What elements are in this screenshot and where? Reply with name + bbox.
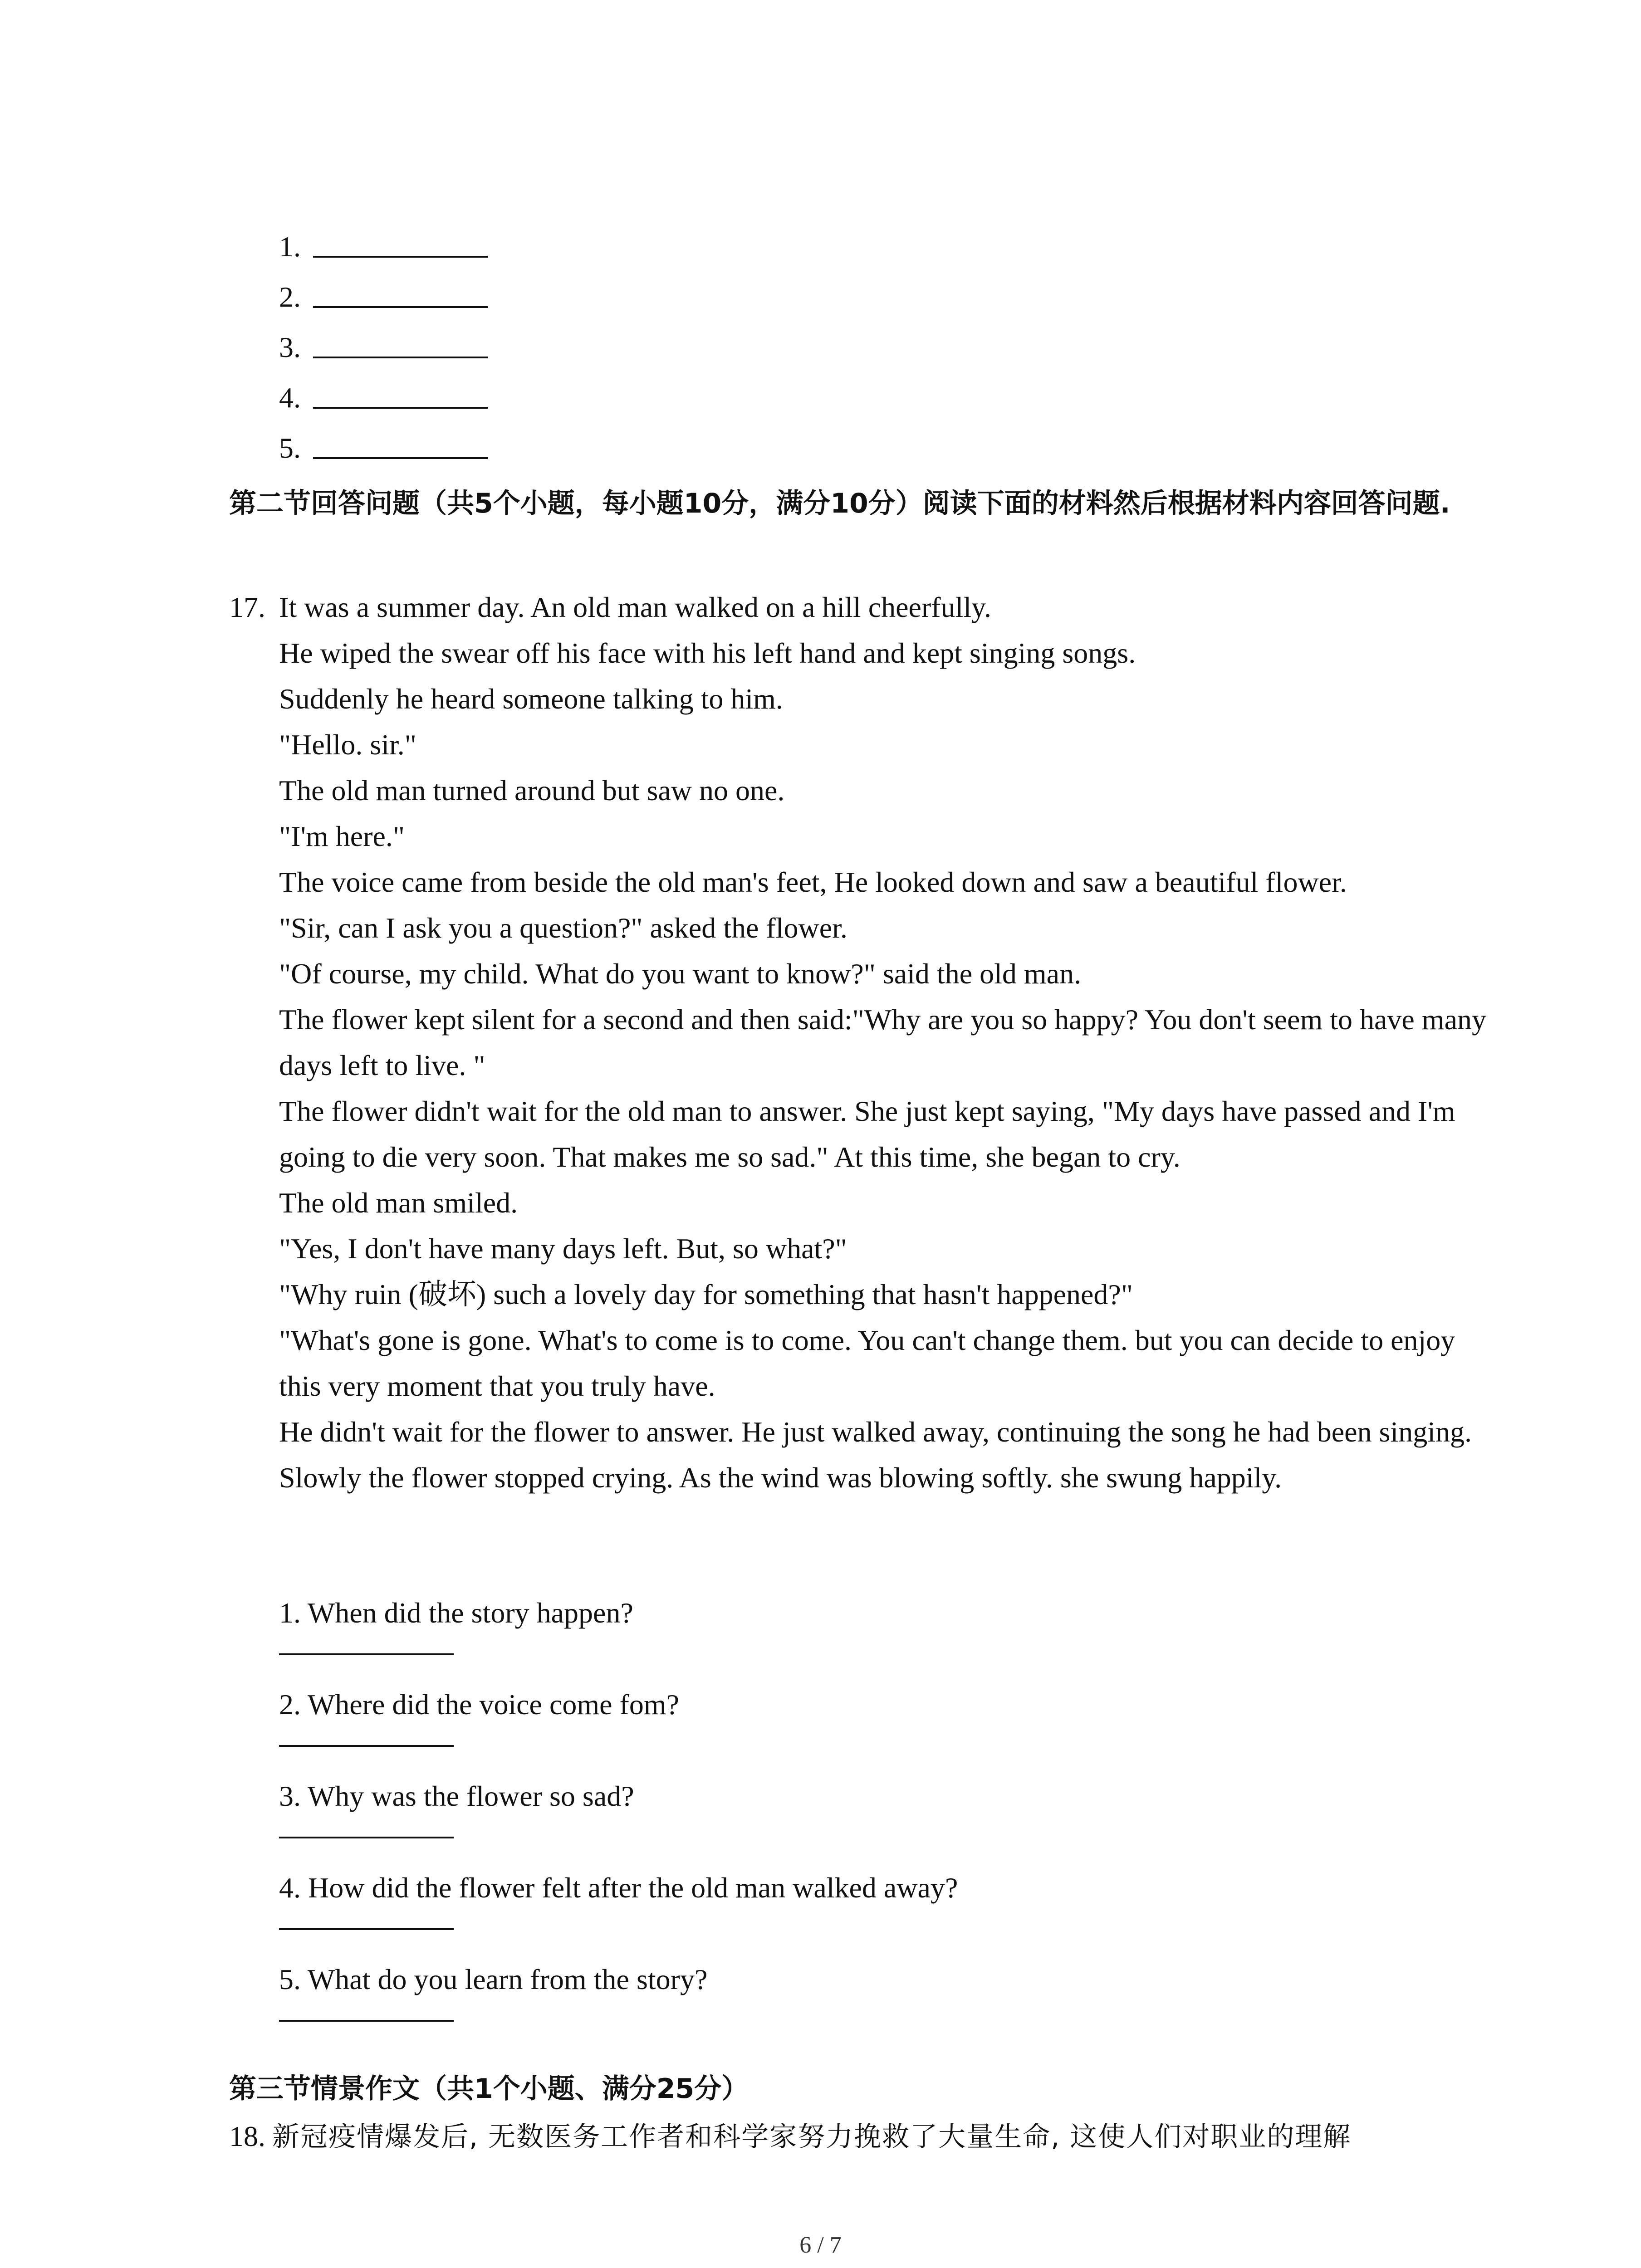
- answer-line[interactable]: [279, 1745, 454, 1747]
- passage-line: "What's gone is gone. What's to come is to come. You can't change them. but you can decide to enjoy this very moment that you truly have.: [279, 1324, 1455, 1402]
- question-item: [279, 1865, 1413, 1956]
- question-number: 18.: [229, 2120, 265, 2152]
- answer-blank: 5.: [279, 423, 488, 473]
- question-item: [279, 1681, 1413, 1773]
- blank-line[interactable]: [313, 387, 488, 409]
- reading-passage: [279, 584, 1495, 1501]
- passage-line: "Hello. sir.": [279, 728, 416, 761]
- question-item: [279, 1956, 1413, 2048]
- answer-blank: 4.: [279, 372, 488, 423]
- question-number: 17.: [229, 591, 265, 623]
- question-item: [279, 1773, 1413, 1865]
- answer-blank: 3.: [279, 322, 488, 372]
- passage-line: The voice came from beside the old man's feet, He looked down and saw a beautiful flower.: [279, 866, 1347, 898]
- passage-line: The old man smiled.: [279, 1187, 518, 1219]
- answer-blank: 1.: [279, 221, 488, 272]
- passage-line: "I'm here.": [279, 820, 405, 852]
- section2-heading: 第二节回答问题（共5个小题，每小题10分，满分10分）阅读下面的材料然后根据材料内容回答问题.: [229, 488, 1450, 519]
- page-number: 6 / 7: [799, 2232, 842, 2258]
- passage-line: He wiped the swear off his face with his left hand and kept singing songs.: [279, 637, 1136, 669]
- answer-line[interactable]: [279, 1928, 454, 1930]
- blank-line[interactable]: [313, 236, 488, 258]
- blank-line[interactable]: [313, 437, 488, 459]
- passage-line: "Sir, can I ask you a question?" asked the flower.: [279, 912, 847, 944]
- question-text: 5. What do you learn from the story?: [279, 1963, 708, 1995]
- passage-line: "Of course, my child. What do you want to know?" said the old man.: [279, 958, 1082, 990]
- question-text: 2. Where did the voice come fom?: [279, 1688, 680, 1721]
- passage-line: "Why ruin (破坏) such a lovely day for something that hasn't happened?": [279, 1278, 1133, 1310]
- question-18: [229, 2116, 1454, 2157]
- answer-blank-list: [279, 221, 488, 473]
- question-item: [279, 1590, 1413, 1681]
- passage-line: He didn't wait for the flower to answer. He just walked away, continuing the song he had been singing.: [279, 1416, 1472, 1448]
- answer-line[interactable]: [279, 1653, 454, 1655]
- question-text: 新冠疫情爆发后, 无数医务工作者和科学家努力挽救了大量生命, 这使人们对职业的理解: [272, 2121, 1352, 2153]
- answer-line[interactable]: [279, 1837, 454, 1838]
- question-text: 1. When did the story happen?: [279, 1597, 633, 1629]
- passage-line: The flower didn't wait for the old man to answer. She just kept saying, "My days have passed and I'm going to die very soon. That makes me so sad." At this time, she began to cry.: [279, 1095, 1455, 1173]
- question-text: 3. Why was the flower so sad?: [279, 1780, 634, 1812]
- question-text: 4. How did the flower felt after the old man walked away?: [279, 1872, 958, 1904]
- answer-line[interactable]: [279, 2020, 454, 2022]
- comprehension-questions: [279, 1590, 1413, 2048]
- blank-line[interactable]: [313, 337, 488, 358]
- passage-line: The flower kept silent for a second and then said:"Why are you so happy? You don't seem to have many days left to live. ": [279, 1003, 1486, 1081]
- passage-line: Slowly the flower stopped crying. As the wind was blowing softly. she swung happily.: [279, 1461, 1282, 1494]
- section3-heading: 第三节情景作文（共1个小题、满分25分）: [229, 2073, 749, 2105]
- passage-line: Suddenly he heard someone talking to him.: [279, 683, 783, 715]
- passage-line: The old man turned around but saw no one.: [279, 774, 785, 807]
- passage-line: "Yes, I don't have many days left. But, so what?": [279, 1232, 847, 1265]
- blank-line[interactable]: [313, 286, 488, 308]
- answer-blank: 2.: [279, 272, 488, 322]
- passage-line: It was a summer day. An old man walked on a hill cheerfully.: [279, 591, 991, 623]
